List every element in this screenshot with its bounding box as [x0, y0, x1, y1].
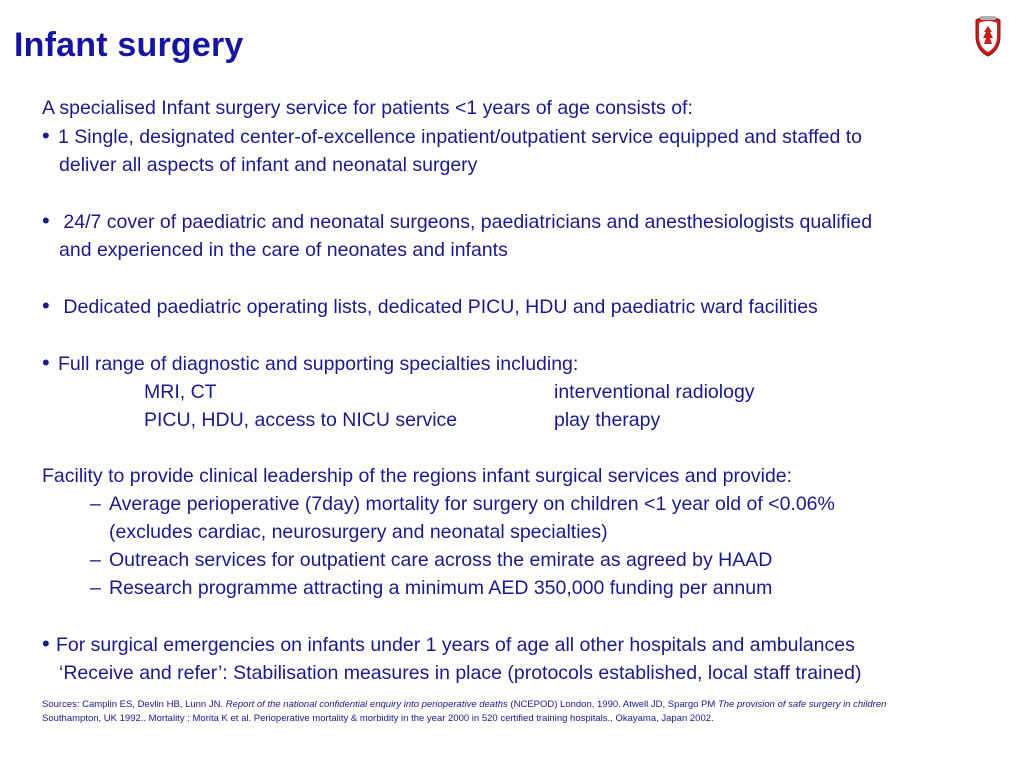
slide-body — [42, 94, 1002, 687]
specialty-item: interventional radiology — [554, 381, 755, 403]
specialties-row — [42, 378, 1002, 406]
bullet-item: • Full range of diagnostic and supporting specialties including: — [42, 350, 579, 375]
bullet-icon: • — [42, 123, 50, 148]
dash-icon: – — [90, 493, 101, 515]
bullet-item-continuation: ‘Receive and refer’: Stabilisation measures in place (protocols established, local staff trained) — [59, 662, 862, 684]
sub-item: – Outreach services for outpatient care across the emirate as agreed by HAAD — [42, 546, 1002, 574]
sources-footnote: Sources: Camplin ES, Devlin HB, Lunn JN. Report of the national confidential enquiry into perioperative deaths (NCEPOD) London, 1990. Atwell JD, Spargo PM The provision of safe surgery in children Southampton, UK 1992.. Mortality : Morita K et al. Perioperative mortality & morbidity in the year 2000 in 520 certified training hospitals., Okayama, Japan 2002. — [42, 699, 887, 724]
bullet-item-continuation: and experienced in the care of neonates and infants — [59, 239, 508, 261]
bullet-item: • For surgical emergencies on infants under 1 years of age all other hospitals and ambulances — [42, 631, 855, 656]
bullet-item-continuation: deliver all aspects of infant and neonatal surgery — [59, 154, 478, 176]
bullet-icon: • — [42, 293, 50, 318]
bullet-icon: • — [42, 631, 50, 656]
specialty-item: MRI, CT — [144, 381, 217, 403]
facility-heading: Facility to provide clinical leadership of the regions infant surgical services and provide: — [42, 465, 793, 487]
sub-item: – Research programme attracting a minimum AED 350,000 funding per annum — [42, 574, 1002, 602]
specialties-row — [42, 406, 1002, 434]
dash-icon: – — [90, 577, 101, 599]
intro-text: A specialised Infant surgery service for patients <1 years of age consists of: — [42, 97, 693, 119]
bullet-icon: • — [42, 350, 50, 375]
sub-item: – Average perioperative (7day) mortality for surgery on children <1 year old of <0.06% — [42, 490, 1002, 518]
specialty-item: play therapy — [554, 409, 661, 431]
specialty-item: PICU, HDU, access to NICU service — [144, 409, 458, 431]
crest-shield-icon — [970, 14, 1006, 58]
page-title: Infant surgery — [14, 26, 244, 64]
bullet-item: • 1 Single, designated center-of-excellence inpatient/outpatient service equipped and staffed to — [42, 123, 863, 148]
sub-item-continuation: (excludes cardiac, neurosurgery and neonatal specialties) — [109, 521, 608, 543]
bullet-icon: • — [42, 208, 50, 233]
bullet-item: • Dedicated paediatric operating lists, dedicated PICU, HDU and paediatric ward facilities — [42, 293, 818, 318]
dash-icon: – — [90, 549, 101, 571]
bullet-item: • 24/7 cover of paediatric and neonatal surgeons, paediatricians and anesthesiologists qualified — [42, 208, 873, 233]
